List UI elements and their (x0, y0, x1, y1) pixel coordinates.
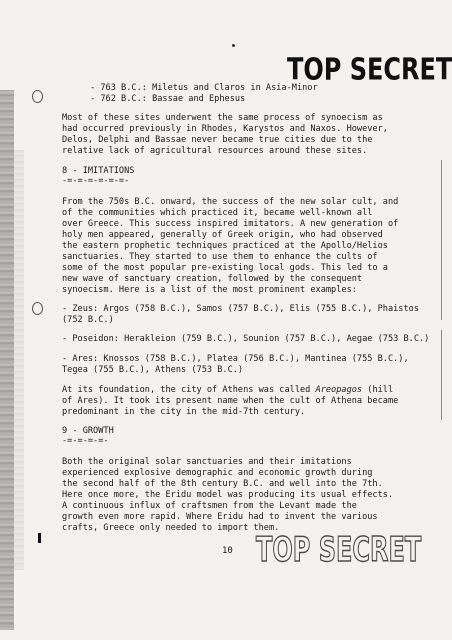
right-edge-line (441, 160, 442, 320)
paragraph-line: of Ares). It took its present name when the cult of Athena became (62, 396, 399, 406)
paragraph-line: crafts, Greece only needed to import them. (62, 523, 280, 533)
section-heading-underline: -=-=-=-=- (62, 436, 109, 446)
paragraph-line: predominant in the city in the mid-7th century. (62, 407, 306, 417)
margin-marker (38, 533, 41, 543)
paragraph-line: From the 750s B.C. onward, the success of the new solar cult, and (62, 197, 399, 207)
paragraph-line: holy men appeared, generally of Greek origin, who had observed (62, 230, 383, 240)
paragraph-line: Both the original solar sanctuaries and their imitations (62, 457, 352, 467)
list-line: - 762 B.C.: Bassae and Ephesus (90, 94, 246, 104)
paragraph-line: growth even more rapid. Where Eridu had to invent the various (62, 512, 378, 522)
page-number: 10 (222, 546, 233, 556)
list-item-ares: - Ares: Knossos (758 B.C.), Platea (756 B.C.), Mantinea (755 B.C.), (62, 354, 409, 364)
list-item-poseidon: - Poseidon: Herakleion (759 B.C.), Sounion (757 B.C.), Aegae (753 B.C.) (62, 334, 430, 344)
text-run: (hill (362, 385, 394, 395)
punch-hole-top (32, 90, 43, 103)
text-run: At its foundation, the city of Athens was called (62, 385, 316, 395)
paragraph-line: some of the most popular pre-existing local gods. This led to a (62, 263, 388, 273)
paragraph-line: synoecism. Here is a list of the most prominent examples: (62, 285, 357, 295)
paragraph-line: Most of these sites underwent the same process of synoecism as (62, 113, 383, 123)
paragraph-line (62, 385, 393, 396)
paragraph-line: Delos, Delphi and Bassae never became true cities due to the (62, 135, 373, 145)
paragraph-line: the eastern prophetic techniques practiced at the Apollo/Helios (62, 241, 388, 251)
paragraph-line: new wave of sanctuary creation, followed by the consequent (62, 274, 363, 284)
right-edge-line-lower (441, 330, 442, 420)
top-secret-stamp-faded: TOP SECRET (256, 530, 422, 570)
top-secret-stamp: TOP SECRET (287, 52, 452, 87)
list-item-ares-cont: Tegea (755 B.C.), Athens (753 B.C.) (62, 365, 244, 375)
paragraph-line: the second half of the 8th century B.C. and well into the 7th. (62, 479, 383, 489)
paragraph-line: experienced explosive demographic and economic growth during (62, 468, 373, 478)
section-heading: 9 - GROWTH (62, 426, 114, 436)
paragraph-line: Here once more, the Eridu model was producing its usual effects. (62, 490, 394, 500)
binding-shadow (14, 150, 24, 570)
section-heading: 8 - IMITATIONS (62, 166, 135, 176)
italic-term: Areopagos (315, 385, 363, 395)
list-item-zeus: - Zeus: Argos (758 B.C.), Samos (757 B.C.), Elis (755 B.C.), Phaistos (62, 304, 419, 314)
paragraph-line: over Greece. This success inspired imitators. A new generation of (62, 219, 399, 229)
punch-hole-middle (32, 302, 43, 315)
list-item-zeus-cont: (752 B.C.) (62, 315, 114, 325)
binding-edge (0, 90, 14, 630)
list-line: - 763 B.C.: Miletus and Claros in Asia-Minor (90, 83, 318, 93)
paragraph-line: had occurred previously in Rhodes, Karystos and Naxos. However, (62, 124, 388, 134)
paragraph-line: of the communities which practiced it, became well-known all (62, 208, 373, 218)
paragraph-line: relative lack of agricultural resources around these sites. (62, 146, 368, 156)
paragraph-line: sanctuaries. They started to use them to enhance the cults of (62, 252, 378, 262)
speck (232, 44, 235, 47)
section-heading-underline: -=-=-=-=-=-=- (62, 176, 130, 186)
paragraph-line: A continuous influx of craftsmen from the Levant made the (62, 501, 357, 511)
